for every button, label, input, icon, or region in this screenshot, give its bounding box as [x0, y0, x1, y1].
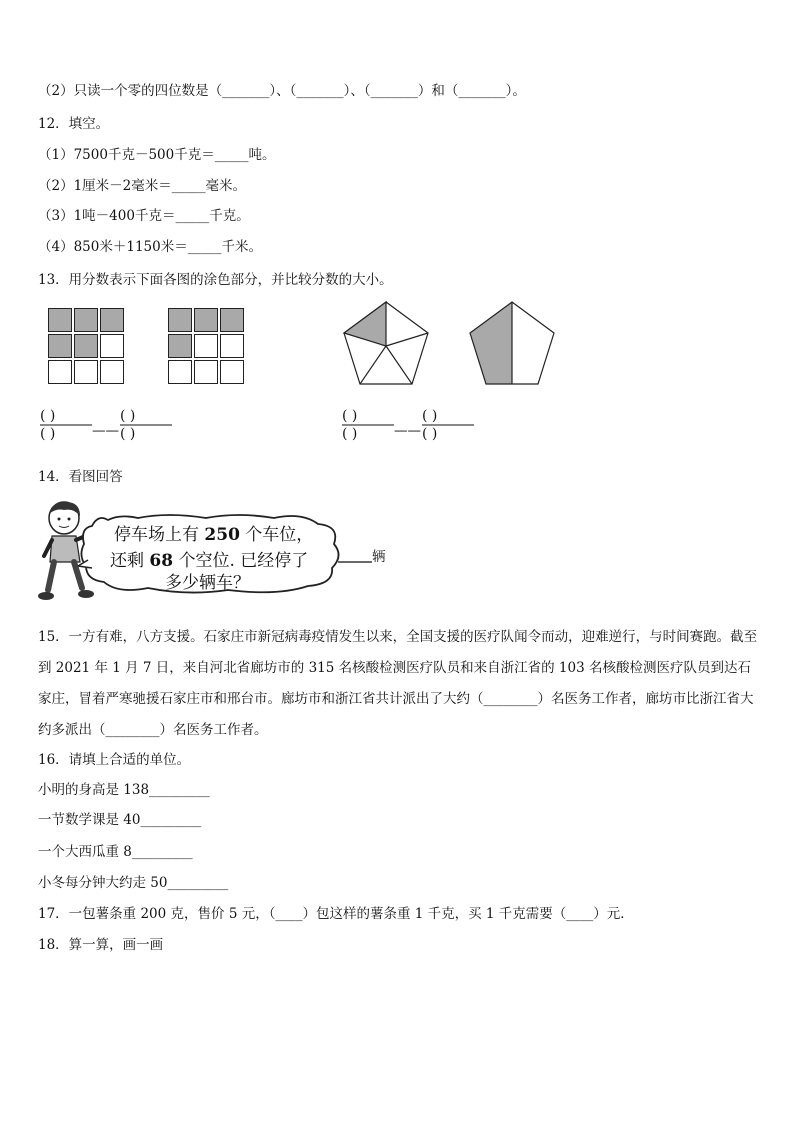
- q12-title: 12．填空。: [38, 116, 110, 132]
- q16-title: 16．请填上合适的单位。: [38, 752, 191, 768]
- compare-blank-2[interactable]: ——: [394, 423, 421, 439]
- fraction-blank-1[interactable]: ( ) ( ): [40, 408, 56, 442]
- fraction-blank-4[interactable]: ( ) ( ): [422, 408, 438, 442]
- q16-item-1: 小明的身高是 138_________: [38, 782, 210, 798]
- q14-title: 14．看图回答: [38, 469, 123, 485]
- bubble-line-2: 还剩 68 个空位. 已经停了: [110, 551, 309, 571]
- q12-item-3: （3）1吨－400千克＝_____千克。: [38, 208, 250, 224]
- pentagon-figure-1: [340, 300, 432, 390]
- grid-figure-1: [48, 308, 126, 386]
- q12-item-4: （4）850米＋1150米＝_____千米。: [38, 239, 262, 255]
- q12-item-1: （1）7500千克－500千克＝_____吨。: [38, 147, 276, 163]
- q18-title: 18．算一算，画一画: [38, 937, 164, 953]
- pentagon-figure-2: [466, 300, 558, 390]
- bubble-line-3: 多少辆车？: [165, 573, 250, 593]
- answer-unit: 辆: [372, 549, 386, 565]
- fraction-blank-3[interactable]: ( ) ( ): [342, 408, 358, 442]
- q16-item-4: 小冬每分钟大约走 50_________: [38, 875, 229, 891]
- q17-text: 17．一包薯条重 200 克，售价 5 元，（____）包这样的薯条重 1 千克，买 1 千克需要（____）元．: [38, 906, 634, 922]
- q16-item-2: 一节数学课是 40_________: [38, 812, 202, 828]
- answer-blank-line[interactable]: [338, 560, 372, 564]
- q13-title: 13．用分数表示下面各图的涂色部分，并比较分数的大小。: [38, 272, 393, 288]
- q16-item-3: 一个大西瓜重 8_________: [38, 844, 193, 860]
- fraction-blank-2[interactable]: ( ) ( ): [120, 408, 136, 442]
- compare-blank-1[interactable]: ——: [92, 423, 119, 439]
- q11-part2: （2）只读一个零的四位数是（_______）、（_______）、（_______）和（_______）。: [38, 83, 526, 99]
- grid-figure-2: [168, 308, 246, 386]
- q12-item-2: （2）1厘米－2毫米＝_____毫米。: [38, 178, 247, 194]
- bubble-line-1: 停车场上有 250 个车位，: [114, 525, 314, 545]
- q15-text: 15．一方有难，八方支援。石家庄市新冠病毒疫情发生以来，全国支援的医疗队闻令而动，迎难逆行，与时间赛跑。截至到 2021 年 1 月 7 日，来自河北省廊坊市的 315 名核酸检测医疗队员和来自浙江省的 103 名核酸检测医疗队员到达石家庄，冒着严寒驰援石家庄市和邢台市。廊坊市和浙江省共计派出了大约（________）名医务工作者，廊坊市比浙江省大约多派出（________）名医务工作者。: [38, 629, 758, 738]
